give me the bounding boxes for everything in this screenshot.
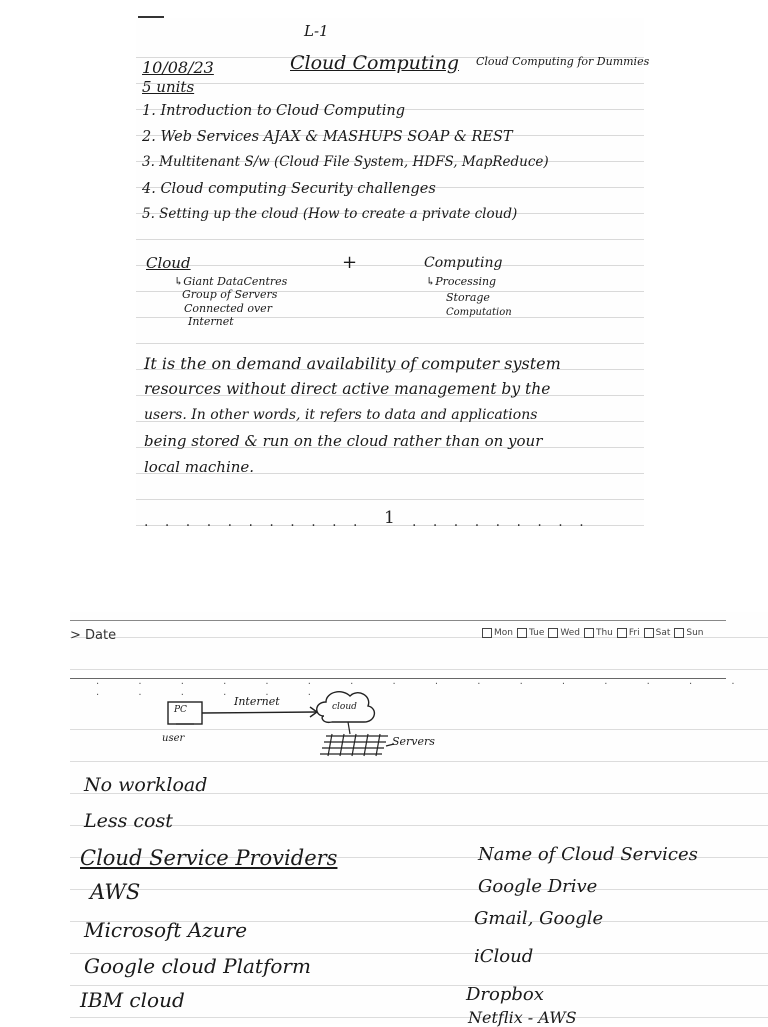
lecture-label: L-1 <box>304 22 329 40</box>
definition-line: resources without direct active management by the <box>144 380 551 398</box>
day-label: Sun <box>686 628 704 638</box>
cloud-note: Connected over <box>184 302 272 315</box>
unit-item: 1. Introduction to Cloud Computing <box>142 103 406 119</box>
cloud-label: cloud <box>332 702 357 712</box>
service-item: Google Drive <box>478 876 598 897</box>
provider-item: Google cloud Platform <box>84 954 311 978</box>
cloud-to-servers <box>348 722 350 734</box>
service-item: iCloud <box>474 946 534 967</box>
provider-item: AWS <box>90 880 141 904</box>
service-item: Netflix - AWS <box>468 1008 577 1027</box>
day-label: Wed <box>560 628 580 638</box>
unit-item: 5. Setting up the cloud (How to create a private cloud) <box>142 206 518 222</box>
computing-note: Storage <box>446 291 490 304</box>
day-label: Fri <box>628 628 640 638</box>
services-heading: Name of Cloud Services <box>478 844 698 865</box>
plus-sign: + <box>342 252 358 273</box>
definition-line: being stored & run on the cloud rather than on your <box>144 432 543 450</box>
provider-item: Microsoft Azure <box>84 918 248 942</box>
page-title: Cloud Computing <box>290 52 459 74</box>
cloud-note: Internet <box>188 315 234 328</box>
user-label: user <box>162 733 185 744</box>
cloud-word: Cloud <box>146 254 191 272</box>
footer-dots-left: . . . . . . . . . . . <box>144 514 364 530</box>
reference-book: Cloud Computing for Dummies <box>476 55 650 68</box>
computing-note: Computation <box>446 307 512 318</box>
point-item: Less cost <box>84 810 173 832</box>
day-label: Mon <box>494 628 513 638</box>
service-item: Dropbox <box>466 984 544 1005</box>
page-top-mark <box>138 16 164 18</box>
computing-word: Computing <box>424 255 503 271</box>
cloud-note: ↳Giant DataCentres <box>174 275 288 288</box>
pc-label: PC <box>174 705 187 715</box>
point-item: No workload <box>84 774 208 796</box>
internet-label: Internet <box>234 695 280 708</box>
internet-arrow <box>202 712 316 713</box>
notebook-page-2 <box>70 612 768 1027</box>
definition-line: It is the on demand availability of computer system <box>144 354 561 373</box>
day-label: Sat <box>655 628 671 638</box>
notebook-page-1 <box>136 18 650 530</box>
unit-item: 2. Web Services AJAX & MASHUPS SOAP & REST <box>142 129 513 145</box>
unit-item: 3. Multitenant S/w (Cloud File System, HDFS, MapReduce) <box>142 154 549 170</box>
service-item: Gmail, Google <box>474 908 604 929</box>
computing-note: ↳Processing <box>426 275 497 288</box>
day-label: Thu <box>595 628 613 638</box>
cloud-note: Group of Servers <box>182 288 278 301</box>
providers-heading: Cloud Service Providers <box>80 846 338 870</box>
definition-line: local machine. <box>144 458 255 476</box>
servers-grid <box>320 734 388 756</box>
day-label: Tue <box>528 628 545 638</box>
date: 10/08/23 <box>142 58 214 77</box>
definition-line: users. In other words, it refers to data and applications <box>144 407 538 423</box>
units-label: 5 units <box>142 78 195 96</box>
page-number: 1 <box>384 508 395 528</box>
unit-item: 4. Cloud computing Security challenges <box>142 181 436 197</box>
footer-dots-right: . . . . . . . . . <box>412 514 590 530</box>
date-label: > Date <box>70 628 117 643</box>
header-dots: . . . . . . . . . . . . . . . . . . . . . . . <box>96 676 753 698</box>
servers-label: Servers <box>392 735 435 748</box>
provider-item: IBM cloud <box>80 988 185 1012</box>
